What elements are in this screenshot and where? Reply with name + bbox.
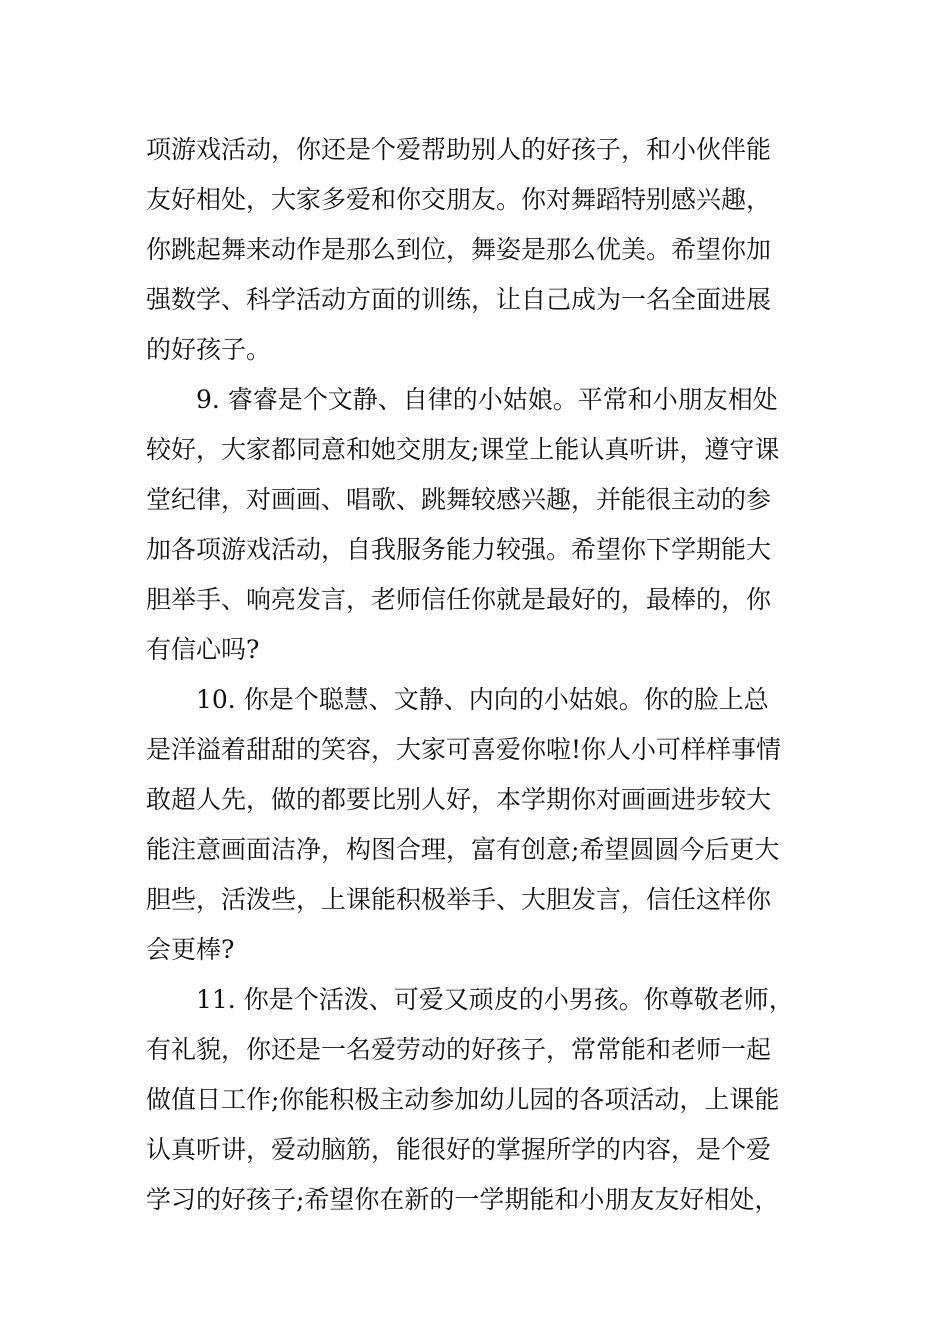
text-line: 加各项游戏活动，自我服务能力较强。希望你下学期能大: [146, 535, 772, 564]
text-line: 做值日工作;你能积极主动参加幼儿园的各项活动，上课能: [146, 1085, 780, 1114]
text-line: 你跳起舞来动作是那么到位，舞姿是那么优美。希望你加: [146, 235, 772, 264]
text-line: 友好相处，大家多爱和你交朋友。你对舞蹈特别感兴趣，: [146, 185, 772, 214]
text-line: 有礼貌，你还是一名爱劳动的好孩子，常常能和老师一起: [146, 1035, 772, 1064]
document-body: [146, 125, 846, 1225]
text-line: 11. 你是个活泼、可爱又顽皮的小男孩。你尊敬老师，: [196, 985, 794, 1014]
text-line: 能注意画面洁净，构图合理，富有创意;希望圆圆今后更大: [146, 835, 780, 864]
text-line: 胆些，活泼些，上课能积极举手、大胆发言，信任这样你: [146, 885, 772, 914]
text-line: 9. 睿睿是个文静、自律的小姑娘。平常和小朋友相处: [196, 385, 778, 414]
text-line: 敢超人先，做的都要比别人好，本学期你对画画进步较大: [146, 785, 772, 814]
text-line: 有信心吗?: [146, 635, 260, 664]
text-line: 强数学、科学活动方面的训练，让自己成为一名全面进展: [146, 285, 772, 314]
text-line: 认真听讲，爱动脑筋，能很好的掌握所学的内容，是个爱: [146, 1135, 772, 1164]
text-line: 是洋溢着甜甜的笑容，大家可喜爱你啦!你人小可样样事情: [146, 735, 782, 764]
text-line: 的好孩子。: [146, 335, 272, 364]
text-line: 会更棒?: [146, 935, 235, 964]
text-line: 胆举手、响亮发言，老师信任你就是最好的，最棒的，你: [146, 585, 772, 614]
text-line: 学习的好孩子;希望你在新的一学期能和小朋友友好相处，: [146, 1185, 780, 1214]
text-line: 项游戏活动，你还是个爱帮助别人的好孩子，和小伙伴能: [146, 135, 772, 164]
text-line: 堂纪律，对画画、唱歌、跳舞较感兴趣，并能很主动的参: [146, 485, 772, 514]
text-line: 较好，大家都同意和她交朋友;课堂上能认真听讲，遵守课: [146, 435, 780, 464]
text-line: 10. 你是个聪慧、文静、内向的小姑娘。你的脸上总: [196, 685, 769, 714]
